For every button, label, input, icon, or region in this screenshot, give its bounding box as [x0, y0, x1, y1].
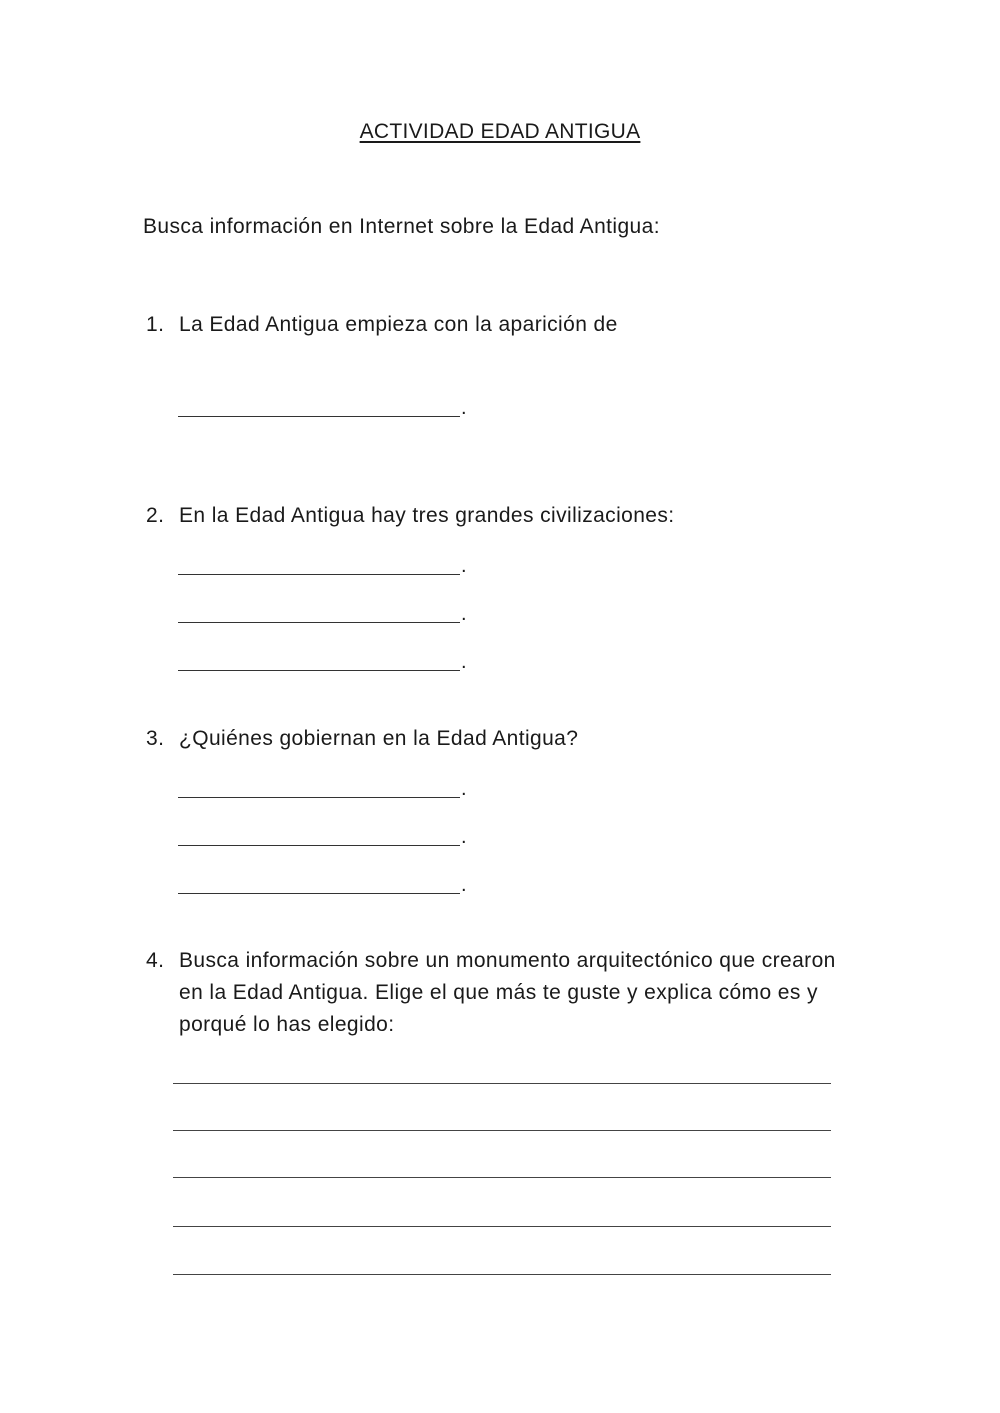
answer-blank-2c[interactable] [178, 656, 460, 671]
answer-blank-3c[interactable] [178, 879, 460, 894]
question-3 [146, 723, 866, 755]
blank-period: . [461, 397, 467, 419]
question-1 [146, 309, 866, 341]
answer-blank-2a[interactable] [178, 560, 460, 575]
question-text: La Edad Antigua empieza con la aparición de [179, 313, 618, 336]
question-text: En la Edad Antigua hay tres grandes civilizaciones: [179, 504, 675, 527]
question-text: ¿Quiénes gobiernan en la Edad Antigua? [179, 727, 579, 750]
blank-period: . [461, 651, 467, 673]
question-4 [146, 945, 866, 1041]
answer-line-4e[interactable] [173, 1274, 831, 1275]
question-number: 4. [146, 949, 165, 972]
question-number: 3. [146, 727, 165, 750]
answer-line-4a[interactable] [173, 1083, 831, 1084]
answer-line-4d[interactable] [173, 1226, 831, 1227]
intro-text: Busca información en Internet sobre la Edad Antigua: [143, 215, 660, 238]
question-number: 1. [146, 313, 165, 336]
answer-line-4b[interactable] [173, 1130, 831, 1131]
answer-blank-3a[interactable] [178, 783, 460, 798]
blank-period: . [461, 778, 467, 800]
blank-period: . [461, 555, 467, 577]
blank-period: . [461, 603, 467, 625]
answer-blank-1[interactable] [178, 402, 460, 417]
blank-period: . [461, 826, 467, 848]
answer-blank-3b[interactable] [178, 831, 460, 846]
blank-period: . [461, 874, 467, 896]
page-title: ACTIVIDAD EDAD ANTIGUA [359, 120, 641, 143]
answer-line-4c[interactable] [173, 1177, 831, 1178]
question-text: Busca información sobre un monumento arquitectónico que crearon en la Edad Antigua. Elige el que más te guste y explica cómo es y porqué lo has elegido: [179, 949, 836, 1036]
question-2 [146, 500, 866, 532]
question-number: 2. [146, 504, 165, 527]
answer-blank-2b[interactable] [178, 608, 460, 623]
